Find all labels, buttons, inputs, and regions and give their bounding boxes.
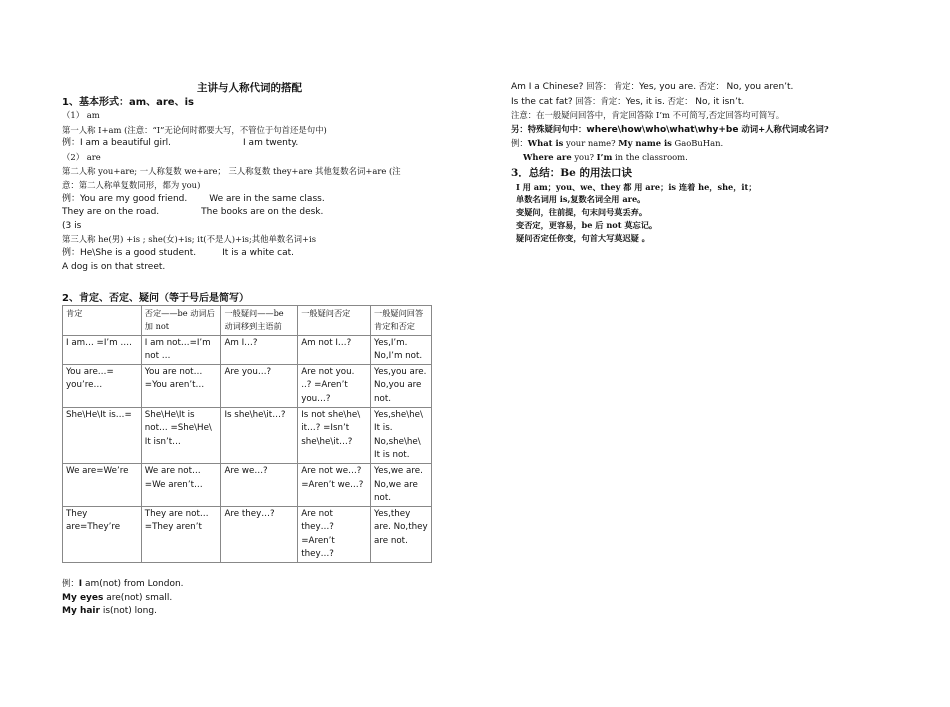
r-text: Yes, it is.	[625, 96, 665, 107]
table-cell: Are they…?	[221, 507, 298, 563]
table-cell: Are you…?	[221, 365, 298, 408]
s1-text: They are on the road.	[62, 207, 160, 218]
table-cell: We are=We’re	[63, 464, 142, 507]
r-text: you?	[571, 151, 597, 162]
s1-text: The books are on the desk.	[201, 207, 324, 218]
r-text: where\how\who\what\why+be	[586, 124, 739, 135]
s1-rule-third-person: 第三人称 he(男) +is ; she(女)+is; it(不是人)+is;其他单数名词+is	[62, 234, 317, 245]
r-text: GaoBuHan.	[671, 138, 724, 149]
table-cell: Yes,we are. No,we are not.	[371, 464, 432, 507]
s2-example-3	[62, 605, 184, 619]
section-2	[62, 292, 432, 563]
table-row	[63, 507, 432, 563]
s1-text: （1） am	[62, 110, 100, 120]
table-cell: Is not she\he\ it…? =Isn’t she\he\it…?	[298, 408, 371, 464]
r-note: 注意：在一般疑问回答中，肯定回答除 I’m 不可简写,否定回答均可简写。	[511, 110, 785, 121]
s1-example-1	[62, 137, 437, 151]
table-cell: Is she\he\it…?	[221, 408, 298, 464]
s1-example-4	[62, 247, 437, 261]
r-text: Yes, you are.	[639, 82, 697, 92]
s1-text: 例：You are my good friend.	[62, 193, 188, 204]
table-header-cell: 一般疑问回答 肯定和否定	[371, 306, 432, 336]
s2-text: My eyes	[62, 592, 104, 603]
r-text: 否定：	[664, 95, 696, 106]
r-example-question-2	[511, 95, 851, 110]
table-cell: She\He\It is not… =She\He\ It isn’t…	[141, 408, 221, 464]
r-text: 回答：肯定：	[572, 95, 626, 106]
r-text: 回答： 肯定：	[583, 81, 639, 91]
s1-line-am	[62, 109, 437, 124]
s2-example-2	[62, 592, 184, 606]
table-cell: I am not…=I’m not …	[141, 335, 221, 365]
s1-text: 例：He\She is a good student.	[62, 247, 197, 258]
r-special-question	[511, 123, 851, 138]
right-column	[511, 80, 851, 245]
r-text: Where are	[523, 151, 572, 162]
r-text: 另：特殊疑问句中：	[511, 123, 587, 134]
s1-example-3	[62, 206, 437, 220]
s2-text: is(not) long.	[99, 606, 157, 617]
table-cell: Are not you. ..? =Aren’t you…?	[298, 365, 371, 408]
table-cell: They are=They’re	[63, 507, 142, 563]
r-text: Am I a Chinese?	[511, 82, 584, 92]
rhyme-line-3: 变疑问，往前提，句末问号莫丢弃。	[516, 207, 648, 218]
rhyme-line-4: 变否定，更容易，be 后 not 莫忘记。	[516, 219, 658, 230]
s2-text: 例：	[62, 578, 79, 588]
s2-text: are(not) small.	[103, 592, 173, 603]
table-cell: Yes,you are. No,you are not.	[371, 365, 432, 408]
table-cell: Yes,I’m. No,I’m not.	[371, 335, 432, 365]
s1-rule-second-person: 第二人称 you+are; 一人称复数 we+are； 三人称复数 they+are 其他复数名词+are (注	[62, 166, 401, 177]
r-text: No, it isn’t.	[695, 96, 745, 107]
left-column	[62, 80, 437, 274]
table-cell: I am… =I’m ….	[63, 335, 142, 365]
s1-line-are	[62, 151, 437, 166]
r-example-question-1	[511, 80, 851, 95]
s1-rule-first-person: 第一人称 I+am (注意：“I”无论何时都要大写，不管位于句首还是句中)	[62, 124, 327, 135]
r-text: What is	[527, 138, 564, 149]
s2-text: I	[78, 579, 83, 589]
r-text: I’m	[596, 151, 613, 162]
table-header-cell: 肯定	[63, 306, 142, 336]
r-special-example-1	[511, 137, 851, 151]
table-cell: Yes,she\he\ It is. No,she\he\ It is not.	[371, 408, 432, 464]
table-row	[63, 365, 432, 408]
table-header-cell: 一般疑问否定	[298, 306, 371, 336]
r-text: Is the cat fat?	[511, 96, 573, 107]
be-forms-table	[62, 305, 432, 563]
table-row	[63, 335, 432, 365]
table-cell: Are not they…? =Aren’t they…?	[298, 507, 371, 563]
s1-rule-note: 意：第二人称单复数同形，都为 you)	[62, 179, 201, 190]
r-text: your name?	[563, 138, 619, 149]
r-text: 否定：	[696, 81, 727, 91]
r-text: 动词+人称代词或名词?	[738, 123, 829, 134]
s1-text: 例：I am a beautiful girl.	[62, 138, 172, 149]
r-text: in the classroom.	[612, 151, 688, 162]
table-cell: Am not I…?	[298, 335, 371, 365]
r-special-example-2	[511, 151, 851, 165]
s1-text: It is a white cat.	[222, 247, 294, 258]
r-text: My name is	[618, 138, 672, 149]
s1-example-5: A dog is on that street.	[62, 261, 166, 272]
s1-text: I am twenty.	[243, 138, 299, 149]
s1-text: We are in the same class.	[209, 193, 325, 204]
table-header-cell: 一般疑问——be 动词移到主语前	[221, 306, 298, 336]
table-cell: They are not… =They aren’t	[141, 507, 221, 563]
table-header-cell: 否定——be 动词后加 not	[141, 306, 221, 336]
r-text: No, you aren’t.	[726, 82, 794, 92]
table-cell: Are we…?	[221, 464, 298, 507]
table-cell: Am I…?	[221, 335, 298, 365]
table-cell: You are not… =You aren’t…	[141, 365, 221, 408]
table-row	[63, 408, 432, 464]
section-3-heading: 3．总结：Be 的用法口诀	[511, 166, 633, 179]
s2-example-1	[62, 577, 184, 592]
s1-line-is: (3 is	[62, 220, 82, 231]
table-row	[63, 464, 432, 507]
section-2-heading: 2、肯定、否定、疑问（等于号后是简写）	[62, 293, 249, 304]
table-cell: You are…= you’re…	[63, 365, 142, 408]
table-cell: Are not we…? =Aren’t we…?	[298, 464, 371, 507]
section-1-heading: 1、基本形式：am、are、is	[62, 97, 194, 108]
page-title: 主讲与人称代词的搭配	[197, 82, 302, 94]
rhyme-line-1: I 用 am；you、we、they 都 用 are；is 连着 he，she，it；	[516, 181, 757, 192]
s1-text: （2） are	[62, 151, 101, 162]
rhyme-line-2: 单数名词用 is,复数名词全用 are。	[516, 194, 646, 205]
rhyme-line-5: 疑问否定任你变，句首大写莫迟疑 。	[516, 232, 650, 243]
s2-text: am(not) from London.	[82, 579, 184, 589]
section-2-examples	[62, 577, 184, 619]
s2-text: My hair	[62, 606, 100, 617]
table-header-row	[63, 306, 432, 336]
table-cell: We are not… =We aren’t…	[141, 464, 221, 507]
table-cell: Yes,they are. No,they are not.	[371, 507, 432, 563]
table-cell: She\He\It is…=	[63, 408, 142, 464]
s1-example-2	[62, 193, 437, 207]
r-text: 例：	[511, 138, 528, 149]
